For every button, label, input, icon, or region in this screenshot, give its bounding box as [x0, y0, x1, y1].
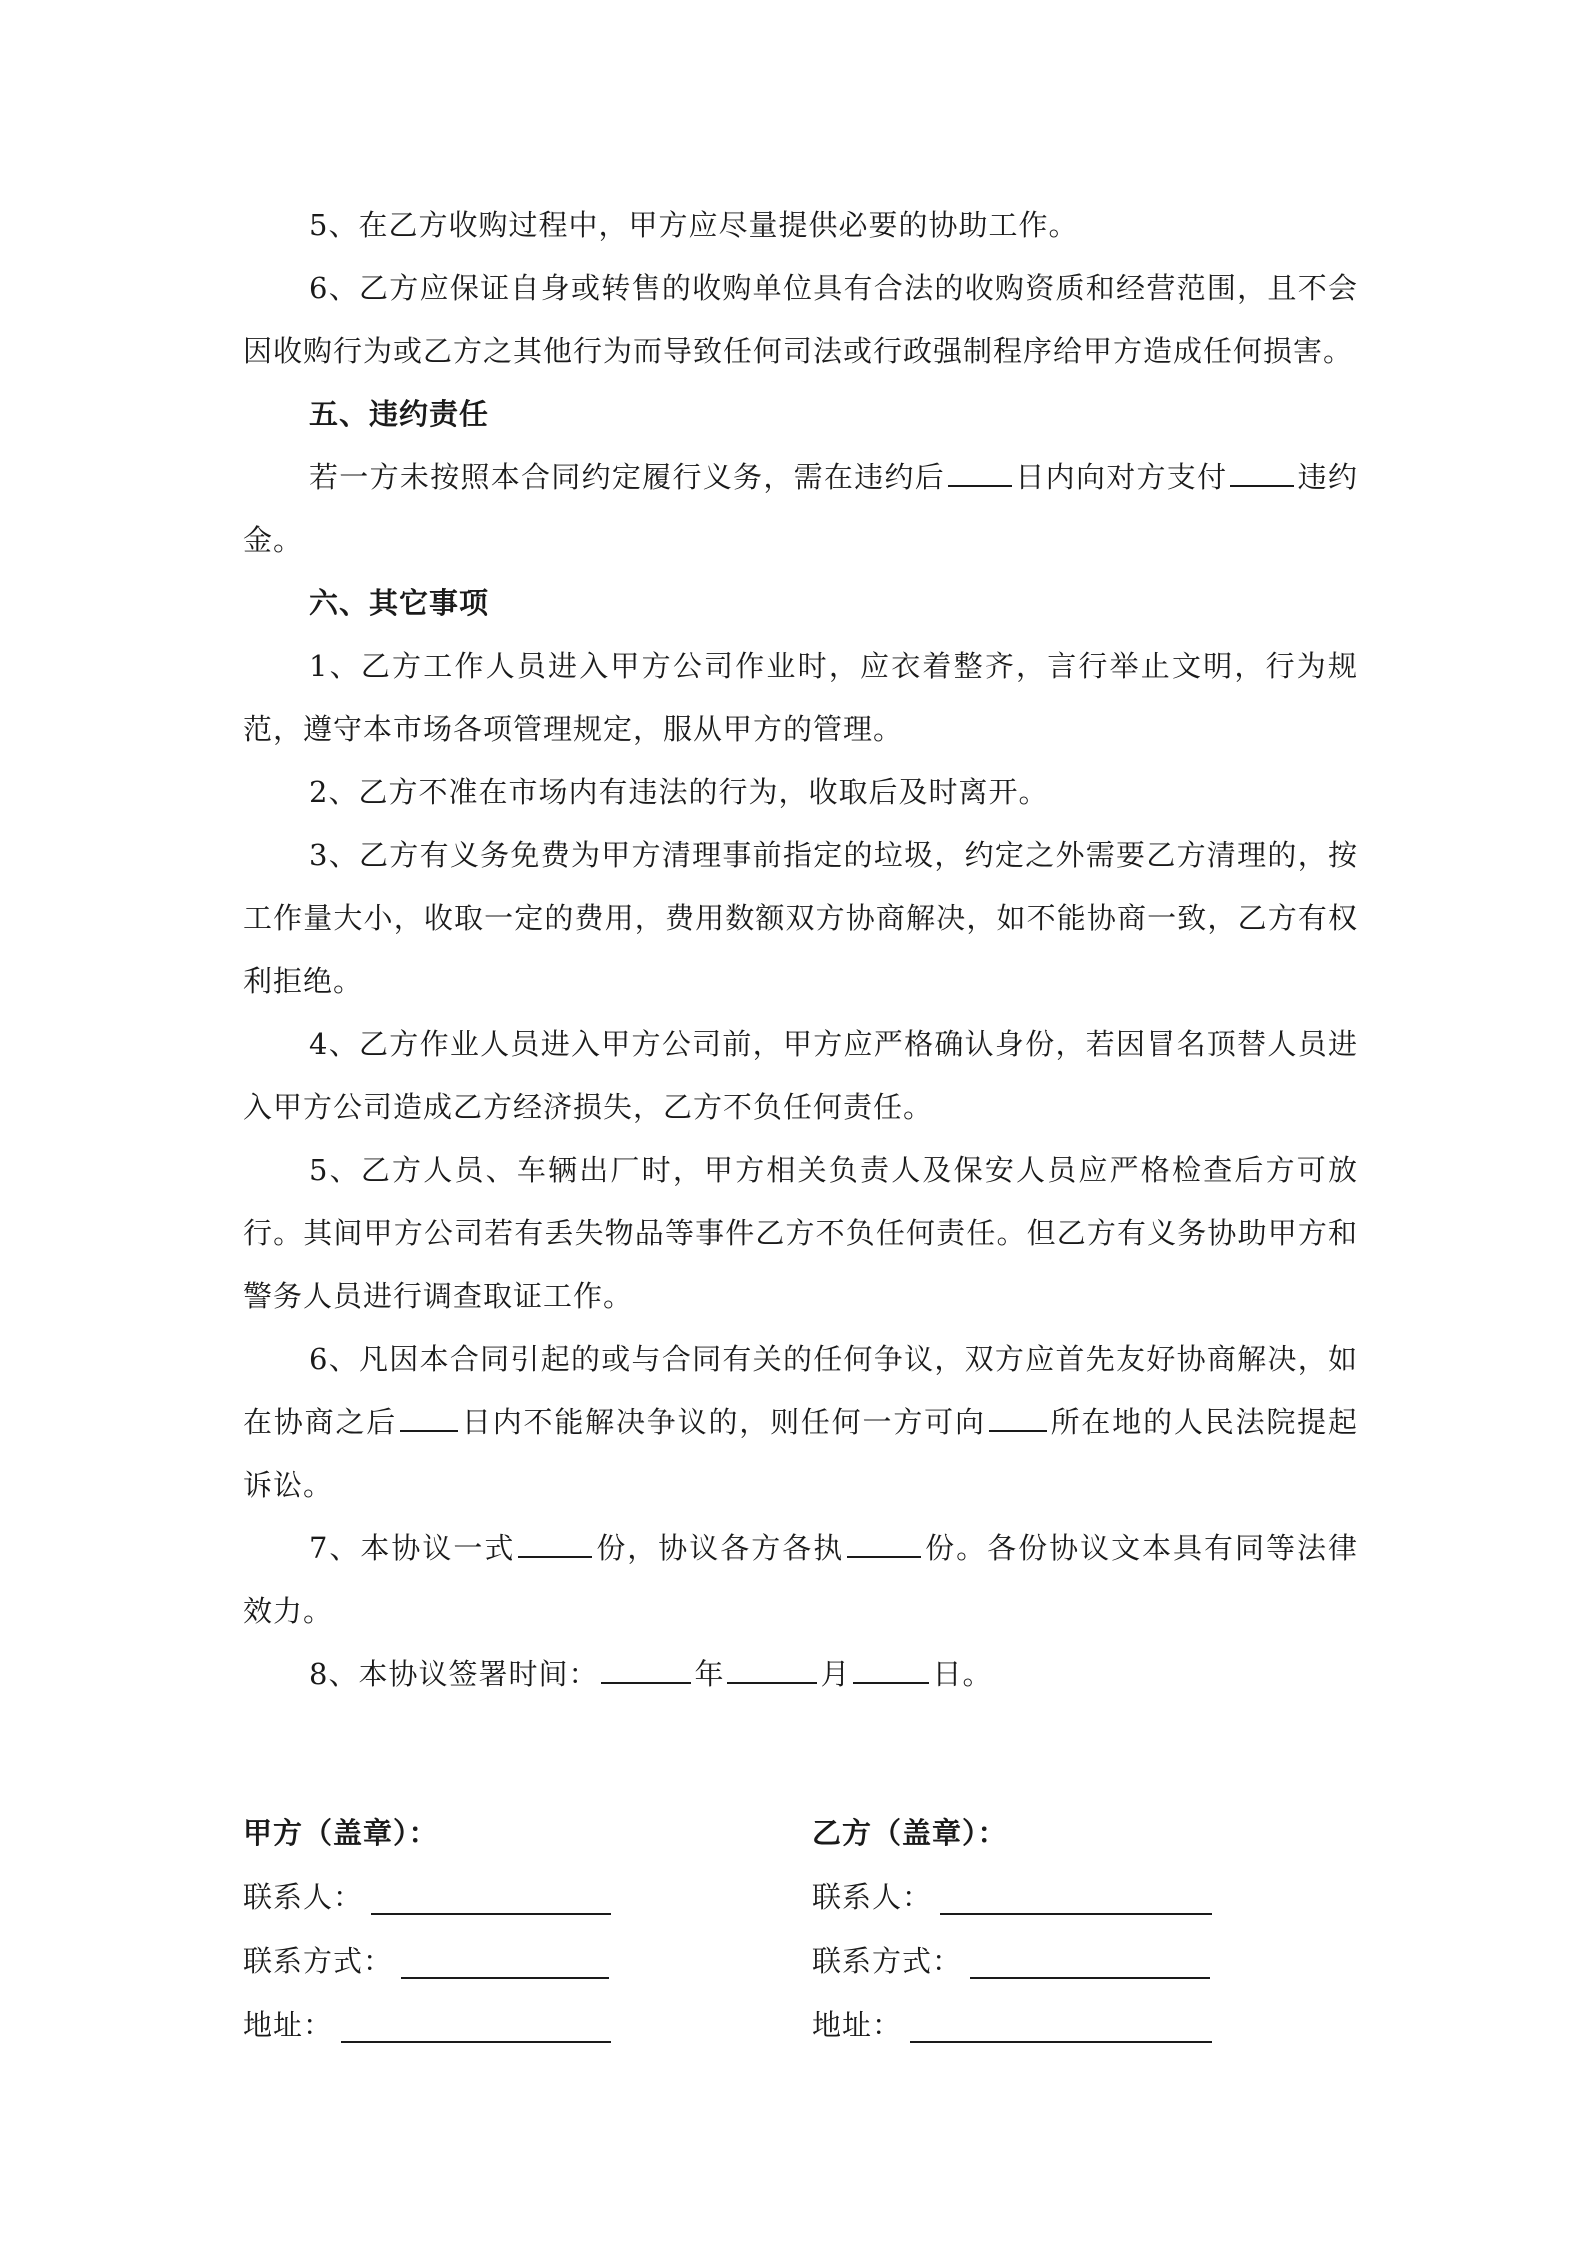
breach-text-c: 违约金。 [243, 460, 1358, 557]
clause-6-7-text-c: 份。各份协议文本具有同等法律效力。 [243, 1531, 1358, 1628]
party-a-phone-field[interactable] [401, 1949, 609, 1979]
copies-each-blank[interactable] [847, 1528, 921, 1558]
penalty-blank[interactable] [1230, 457, 1294, 487]
section-5-heading [243, 383, 1358, 446]
party-b-title: 乙方（盖章）： [812, 1816, 1008, 1850]
clause-6-8 [243, 1643, 1358, 1706]
party-b-phone-label: 联系方式： [812, 1944, 963, 1978]
contract-body [243, 194, 1358, 1706]
clause-6-8-text: 8、本协议签署时间： [309, 1657, 599, 1691]
party-b-phone-field[interactable] [970, 1949, 1210, 1979]
clause-4-5-text: 5、在乙方收购过程中，甲方应尽量提供必要的协助工作。 [309, 208, 1079, 242]
party-b-address-row [812, 2007, 1252, 2043]
party-a-title: 甲方（盖章）： [243, 1816, 439, 1850]
clause-6-1-text: 1、乙方工作人员进入甲方公司作业时，应衣着整齐，言行举止文明，行为规范，遵守本市场各项管理规定，服从甲方的管理。 [243, 649, 1358, 746]
clause-6-5 [243, 1139, 1358, 1328]
copies-total-blank[interactable] [518, 1528, 592, 1558]
breach-text-b: 日内向对方支付 [1015, 460, 1228, 494]
clause-6-7-text-b: 份，协议各方各执 [595, 1531, 845, 1565]
clause-6-7 [243, 1517, 1358, 1643]
party-a-contact-field[interactable] [371, 1885, 611, 1915]
party-b-contact-field[interactable] [940, 1885, 1212, 1915]
party-b-address-field[interactable] [910, 2013, 1212, 2043]
party-a-signature [243, 1815, 683, 2043]
section-6-heading [243, 572, 1358, 635]
sign-year-blank[interactable] [601, 1654, 691, 1684]
clause-6-2 [243, 761, 1358, 824]
party-a-contact-label: 联系人： [243, 1880, 364, 1914]
party-b-contact-label: 联系人： [812, 1880, 933, 1914]
breach-clause [243, 446, 1358, 572]
negotiation-days-blank[interactable] [400, 1402, 458, 1432]
clause-6-6-text-b: 日内不能解决争议的，则任何一方可向 [461, 1405, 986, 1439]
clause-6-6-text-a: 6、凡因本合同引起的或与合同有关的任何争议，双方应首先友好协商解决，如在协商之后 [243, 1342, 1358, 1439]
section-6-heading-text: 六、其它事项 [309, 586, 490, 620]
breach-text-a: 若一方未按照本合同约定履行义务，需在违约后 [309, 460, 946, 494]
month-label: 月 [820, 1657, 851, 1691]
day-label: 日。 [932, 1657, 993, 1691]
party-a-phone-label: 联系方式： [243, 1944, 394, 1978]
clause-4-5 [243, 194, 1358, 257]
party-b-address-label: 地址： [812, 2008, 903, 2042]
party-a-contact-row [243, 1879, 683, 1915]
days-blank[interactable] [948, 457, 1012, 487]
clause-6-2-text: 2、乙方不准在市场内有违法的行为，收取后及时离开。 [309, 775, 1049, 809]
clause-4-6-text: 6、乙方应保证自身或转售的收购单位具有合法的收购资质和经营范围，且不会因收购行为或乙方之其他行为而导致任何司法或行政强制程序给甲方造成任何损害。 [243, 271, 1358, 368]
party-b-phone-row [812, 1943, 1252, 1979]
clause-6-3 [243, 824, 1358, 1013]
clause-6-6 [243, 1328, 1358, 1517]
clause-6-4-text: 4、乙方作业人员进入甲方公司前，甲方应严格确认身份，若因冒名顶替人员进入甲方公司造成乙方经济损失，乙方不负任何责任。 [243, 1027, 1358, 1124]
clause-6-1 [243, 635, 1358, 761]
party-b-signature [812, 1815, 1252, 2043]
clause-6-7-text-a: 7、本协议一式 [309, 1531, 516, 1565]
court-location-blank[interactable] [989, 1402, 1047, 1432]
sign-day-blank[interactable] [853, 1654, 929, 1684]
clause-6-3-text: 3、乙方有义务免费为甲方清理事前指定的垃圾，约定之外需要乙方清理的，按工作量大小，收取一定的费用，费用数额双方协商解决，如不能协商一致，乙方有权利拒绝。 [243, 838, 1358, 998]
clause-4-6 [243, 257, 1358, 383]
party-b-contact-row [812, 1879, 1252, 1915]
party-a-address-field[interactable] [341, 2013, 611, 2043]
clause-6-4 [243, 1013, 1358, 1139]
party-a-address-label: 地址： [243, 2008, 334, 2042]
sign-month-blank[interactable] [727, 1654, 817, 1684]
party-a-phone-row [243, 1943, 683, 1979]
clause-6-6-text-c: 所在地的人民法院提起诉讼。 [243, 1405, 1358, 1502]
year-label: 年 [694, 1657, 725, 1691]
clause-6-5-text: 5、乙方人员、车辆出厂时，甲方相关负责人及保安人员应严格检查后方可放行。其间甲方公司若有丢失物品等事件乙方不负任何责任。但乙方有义务协助甲方和警务人员进行调查取证工作。 [243, 1153, 1358, 1313]
section-5-heading-text: 五、违约责任 [309, 397, 490, 431]
party-a-address-row [243, 2007, 683, 2043]
